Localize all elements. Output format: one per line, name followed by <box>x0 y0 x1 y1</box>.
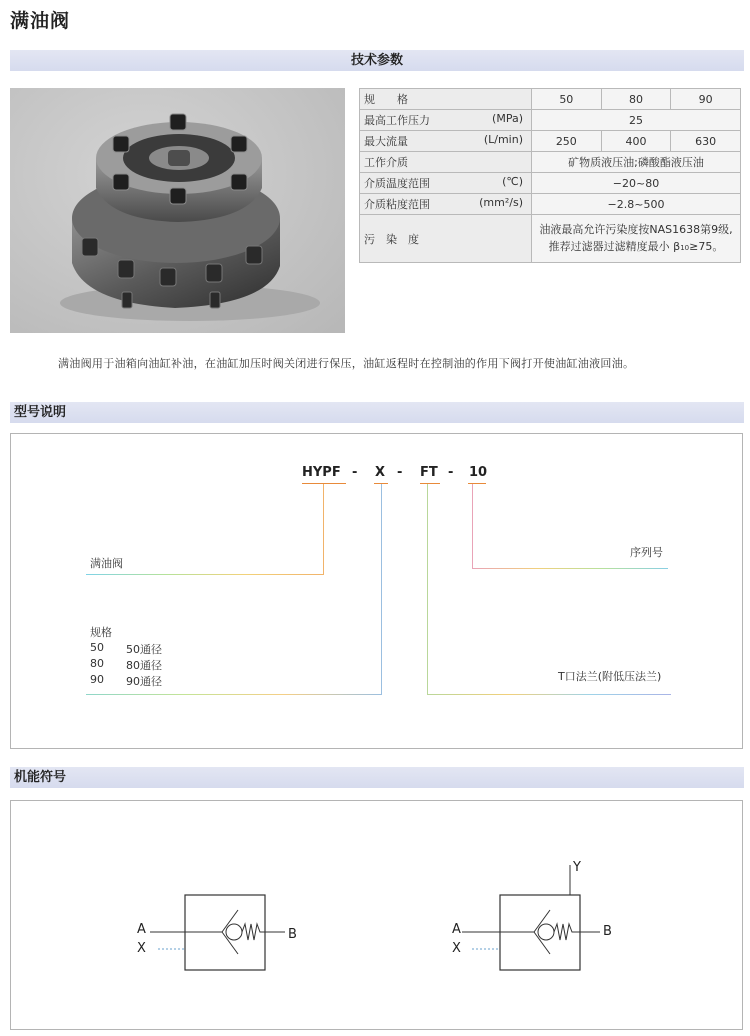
spec-value: 25 <box>532 110 741 131</box>
pollution-line-1: 油液最高允许污染度按NAS1638第9级, <box>539 222 733 236</box>
model-size-desc: 90通径 <box>126 675 162 688</box>
spec-row-pressure <box>360 110 741 131</box>
spec-unit: (mm²/s) <box>479 196 523 209</box>
check-valve-symbol-right <box>462 855 622 990</box>
spec-value: 250 <box>532 131 602 152</box>
spec-unit: (MPa) <box>492 112 523 125</box>
spec-unit: (L/min) <box>483 133 523 146</box>
model-code-dash: - <box>352 465 358 480</box>
spec-value: 90 <box>671 89 741 110</box>
spec-value: 80 <box>601 89 671 110</box>
model-underline <box>468 483 486 484</box>
model-size-desc: 50通径 <box>126 643 162 656</box>
model-port-label: T口法兰(附低压法兰) <box>558 670 662 683</box>
model-code-part: X <box>375 465 386 480</box>
check-valve-symbol-left <box>150 880 310 990</box>
model-diagram-frame <box>10 433 743 749</box>
port-label-y: Y <box>573 860 581 875</box>
spec-label: 最大流量 <box>364 135 408 148</box>
port-label-a: A <box>137 922 146 937</box>
model-code-part: HYPF <box>302 465 341 480</box>
port-label-x: X <box>452 941 461 956</box>
spec-row-viscosity <box>360 194 741 215</box>
spec-value: 400 <box>601 131 671 152</box>
section-title-spec: 技术参数 <box>350 53 403 68</box>
spec-value: 50 <box>532 89 602 110</box>
page-title: 满油阀 <box>10 10 71 32</box>
spec-table <box>359 88 741 263</box>
product-photo <box>10 88 345 333</box>
model-code-dash: - <box>448 465 454 480</box>
pollution-line-2: 推荐过滤器过滤精度最小 β10≥75。 <box>548 239 724 253</box>
spec-row-pollution <box>360 215 741 263</box>
symbol-diagram-frame <box>10 800 743 1030</box>
model-code-dash: - <box>397 465 403 480</box>
section-title-symbol: 机能符号 <box>14 770 67 785</box>
port-label-b: B <box>603 924 612 939</box>
spec-row-flow <box>360 131 741 152</box>
spec-value: −2.8~500 <box>532 194 741 215</box>
spec-value: 矿物质液压油;磷酸酯液压油 <box>532 152 741 173</box>
spec-row-medium <box>360 152 741 173</box>
model-leader-series <box>472 568 668 569</box>
model-connector <box>472 484 473 568</box>
model-leader-size <box>86 694 382 695</box>
section-title-model: 型号说明 <box>14 405 67 420</box>
spec-label: 污 染 度 <box>364 232 419 246</box>
section-header-spec <box>10 50 744 71</box>
model-size-code: 50 <box>90 641 104 654</box>
model-size-code: 80 <box>90 657 104 670</box>
model-leader-name <box>86 574 324 575</box>
spec-unit: (℃) <box>502 175 523 188</box>
model-size-title: 规格 <box>90 626 112 639</box>
product-description: 满油阀用于油箱向油缸补油，在油缸加压时阀关闭进行保压，油缸返程时在控制油的作用下阀打开使油缸油液回油。 <box>58 357 635 370</box>
model-connector <box>323 484 324 574</box>
model-name-label: 满油阀 <box>90 557 123 570</box>
port-label-x: X <box>137 941 146 956</box>
spec-label: 介质粘度范围 <box>364 198 430 211</box>
model-connector <box>381 484 382 694</box>
model-code-part: FT <box>420 465 438 480</box>
spec-pollution-note <box>532 215 741 263</box>
spec-value: 630 <box>671 131 741 152</box>
section-header-model <box>10 402 744 423</box>
spec-row-size <box>360 89 741 110</box>
spec-label: 工作介质 <box>364 156 408 169</box>
model-underline <box>302 483 346 484</box>
port-label-b: B <box>288 927 297 942</box>
model-underline <box>420 483 440 484</box>
model-size-desc: 80通径 <box>126 659 162 672</box>
spec-label: 介质温度范围 <box>364 177 430 190</box>
model-size-code: 90 <box>90 673 104 686</box>
spec-row-temperature <box>360 173 741 194</box>
model-leader-port <box>427 694 671 695</box>
section-header-symbol <box>10 767 744 788</box>
model-code-part: 10 <box>469 465 488 480</box>
spec-value: −20~80 <box>532 173 741 194</box>
port-label-a: A <box>452 922 461 937</box>
model-connector <box>427 484 428 694</box>
model-series-label: 序列号 <box>630 546 663 559</box>
spec-label: 规 格 <box>364 93 408 106</box>
spec-label: 最高工作压力 <box>364 114 430 127</box>
